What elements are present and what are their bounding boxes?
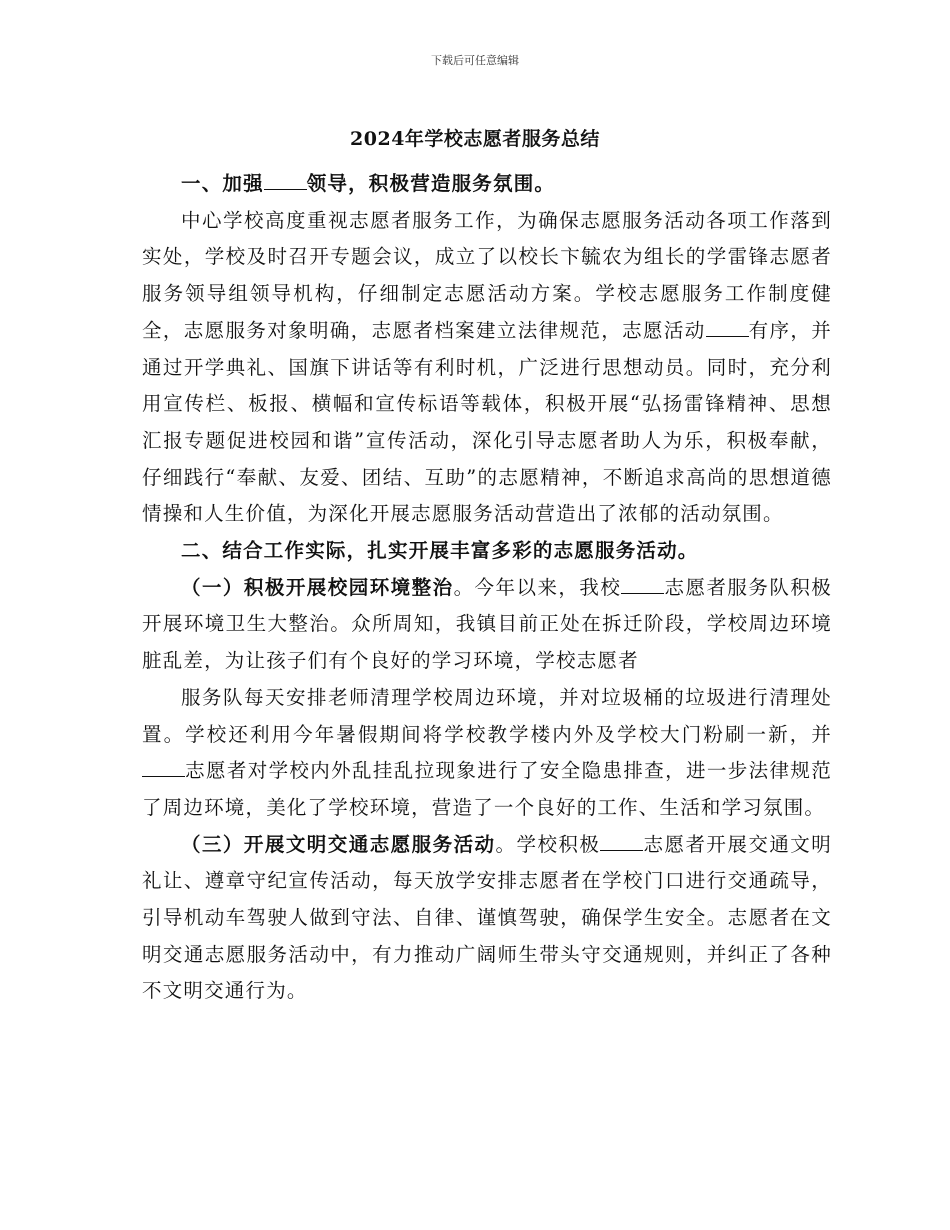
- fill-blank: [142, 759, 185, 778]
- item1-continued-paragraph: [142, 680, 832, 827]
- item1-paragraph: [142, 570, 832, 680]
- item3-title: （三）开展文明交通志愿服务活动: [181, 832, 496, 856]
- item1-cont-text-a: 服务队每天安排老师清理学校周边环境，并对垃圾桶的垃圾进行清理处置。学校还利用今年暑假期间将学校教学楼内外及学校大门粉刷一新，并: [142, 685, 832, 746]
- section1-text-a: 中心学校高度重视志愿者服务工作，为确保志愿服务活动各项工作落到实处，学校及时召开专题会议，成立了以校长卞毓农为组长的学雷锋志愿者服务领导组领导机构，仔细制定志愿活动方案。学校志愿服务工作制度健全，志愿服务对象明确，志愿者档案建立法律规范，志愿活动: [142, 208, 832, 342]
- item1-title: （一）积极开展校园环境整治: [181, 575, 454, 599]
- section1-paragraph: [142, 203, 832, 533]
- item3-paragraph: [142, 827, 832, 1011]
- section1-heading-part-a: 一、加强: [181, 172, 264, 195]
- item1-text-a: 。今年以来，我校: [453, 575, 622, 599]
- document-body: [142, 166, 832, 1010]
- section1-text-b: 有序，并通过开学典礼、国旗下讲话等有利时机，广泛进行思想动员。同时，充分利用宣传栏、板报、横幅和宣传标语等载体，积极开展“弘扬雷锋精神、思想汇报专题促进校园和谐”宣传活动，深化引导志愿者助人为乐，积极奉献，仔细践行“奉献、友爱、团结、互助”的志愿精神，不断追求高尚的思想道德情操和人生价值，为深化开展志愿服务活动营造出了浓郁的活动氛围。: [142, 318, 832, 526]
- fill-blank: [621, 575, 664, 594]
- header-note: 下载后可任意编辑: [431, 54, 519, 67]
- section1-heading: [142, 166, 832, 203]
- section1-heading-part-b: 领导，积极营造服务氛围。: [306, 172, 556, 195]
- item1-text-b: 志愿者服务队积极开展环境卫生大整治。众所周知，我镇目前正处在拆迁阶段，学校周边环境脏乱差，为让孩子们有个良好的学习环境，学校志愿者: [142, 575, 832, 673]
- item1-cont-text-b: 志愿者对学校内外乱挂乱拉现象进行了安全隐患排查，进一步法律规范了周边环境，美化了学校环境，营造了一个良好的工作、生活和学习氛围。: [142, 759, 832, 819]
- item3-text-b: 志愿者开展交通文明礼让、遵章守纪宣传活动，每天放学安排志愿者在学校门口进行交通疏导，引导机动车驾驶人做到守法、自律、谨慎驾驶，确保学生安全。志愿者在文明交通志愿服务活动中，有力推动广阔师生带头守交通规则，并纠正了各种不文明交通行为。: [142, 832, 832, 1003]
- fill-blank: [706, 318, 749, 337]
- section2-heading: 二、结合工作实际，扎实开展丰富多彩的志愿服务活动。: [181, 539, 699, 563]
- item3-text-a: 。学校积极: [495, 832, 601, 856]
- fill-blank: [264, 171, 307, 190]
- fill-blank: [600, 832, 643, 851]
- document-title: 2024年学校志愿者服务总结: [350, 128, 600, 150]
